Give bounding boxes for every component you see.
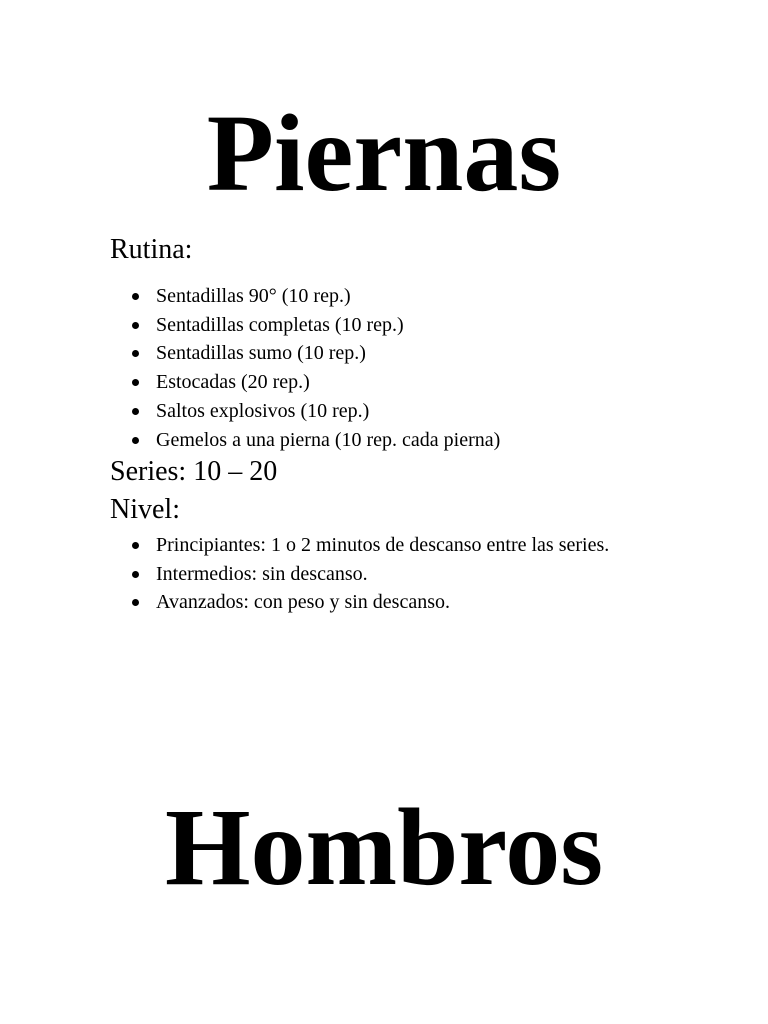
list-item-text: Sentadillas 90° (10 rep.) [156,285,351,307]
list-item-text: Principiantes: 1 o 2 minutos de descanso entre las series. [156,534,610,556]
routine-list [110,282,670,454]
list-item-text: Sentadillas sumo (10 rep.) [156,342,366,365]
list-item [110,588,670,617]
bullet-icon [132,322,139,329]
list-item [110,426,670,455]
list-item [110,560,670,589]
routine-label: Rutina: [110,234,193,265]
list-item [110,531,670,560]
list-item-text: Intermedios: sin descanso. [156,562,368,585]
series-label: Series: 10 – 20 [110,456,278,487]
bullet-icon [132,599,139,606]
list-item [110,397,670,426]
list-item [110,368,670,397]
list-item-text: Avanzados: con peso y sin descanso. [156,591,451,614]
bullet-icon [132,350,139,357]
bullet-icon [132,408,139,415]
list-item [110,339,670,368]
list-item-text: Estocadas (20 rep.) [156,371,310,394]
level-label: Nivel: [110,494,180,525]
list-item [110,311,670,340]
list-item [110,282,670,311]
bullet-icon [132,293,139,300]
bullet-icon [132,437,139,444]
level-list [110,531,670,617]
list-item-text: Sentadillas completas (10 rep.) [156,313,404,336]
section-title-piernas: Piernas [206,92,562,214]
bullet-icon [132,379,139,386]
list-item-text: Saltos explosivos (10 rep.) [156,399,370,422]
list-item-text: Gemelos a una pierna (10 rep. cada pierna) [156,428,501,451]
bullet-icon [132,542,139,549]
bullet-icon [132,571,139,578]
section-title-hombros: Hombros [164,786,603,908]
